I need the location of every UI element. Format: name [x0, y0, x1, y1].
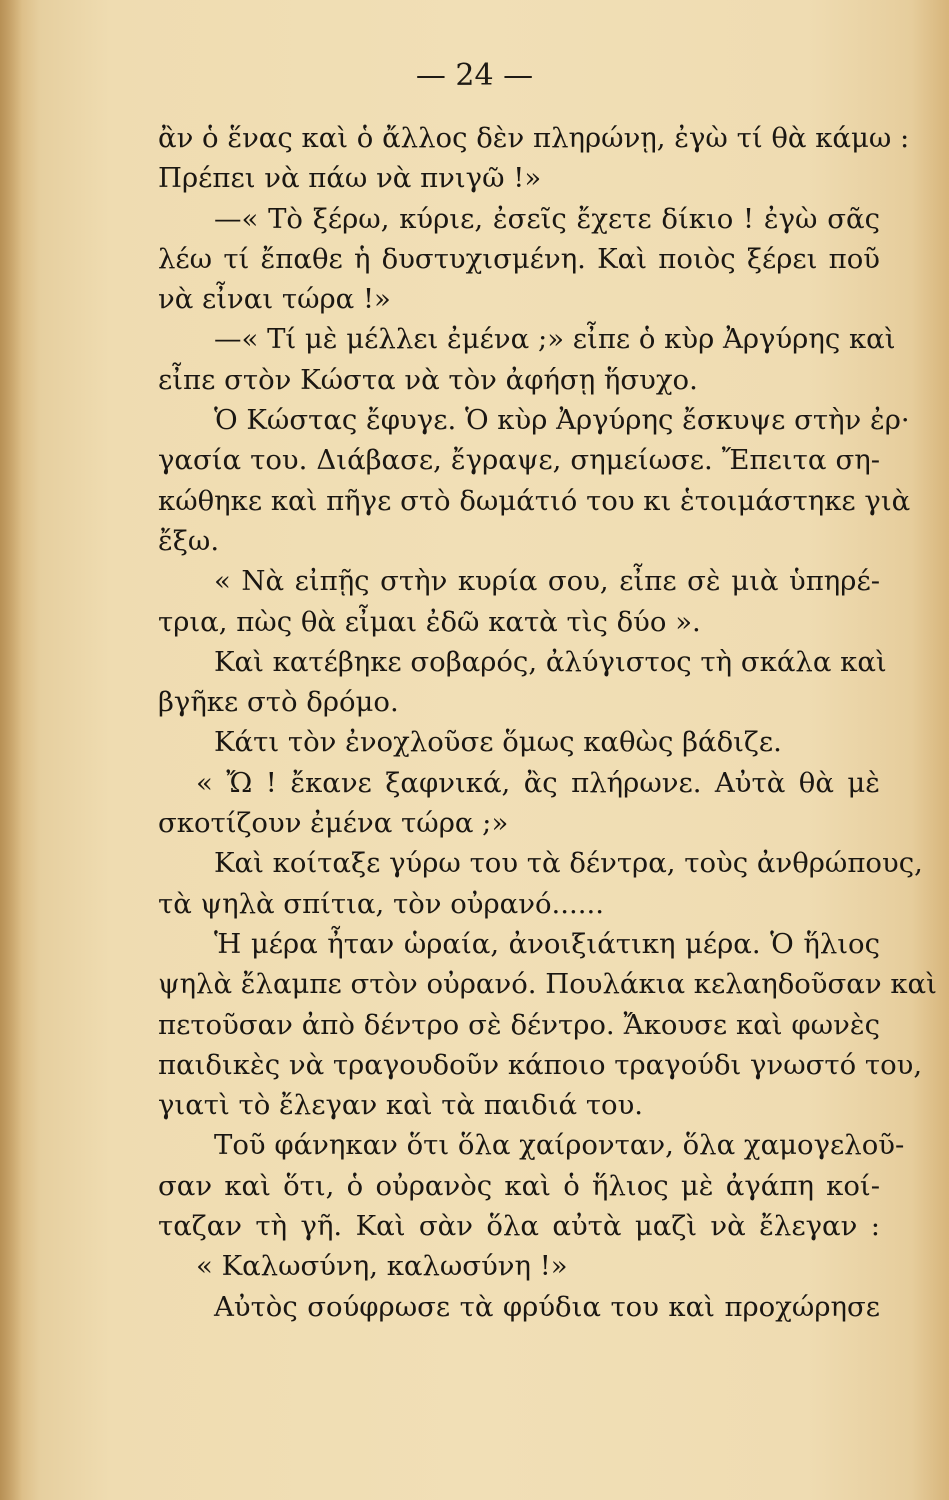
text-line: Ἡ μέρα ἦταν ὡραία, ἀνοιξιάτικη μέρα. Ὁ ἥλιος: [214, 927, 880, 960]
body-text: [158, 118, 937, 1327]
text-line: ψηλὰ ἔλαμπε στὸν οὐρανό. Πουλάκια κελαηδοῦσαν καὶ: [158, 968, 937, 1001]
text-line: « Νὰ εἰπῇς στὴν κυρία σου, εἶπε σὲ μιὰ ὑπηρέ-: [214, 565, 880, 598]
text-line: Τοῦ φάνηκαν ὅτι ὅλα χαίρονταν, ὅλα χαμογελοῦ-: [214, 1129, 905, 1162]
text-line: ἂν ὁ ἕνας καὶ ὁ ἄλλος δὲν πληρώνῃ, ἐγὼ τί θὰ κάμω :: [158, 122, 910, 154]
text-line: παιδικὲς νὰ τραγουδοῦν κάποιο τραγούδι γνωστό του,: [158, 1048, 923, 1081]
text-line: Καὶ κοίταξε γύρω του τὰ δέντρα, τοὺς ἀνθρώπους,: [214, 847, 923, 880]
text-line: Καὶ κατέβηκε σοβαρός, ἀλύγιστος τὴ σκάλα καὶ: [214, 645, 887, 678]
text-line: κώθηκε καὶ πῆγε στὸ δωμάτιό του κι ἑτοιμάστηκε γιὰ: [158, 484, 911, 517]
text-line: εἶπε στὸν Κώστα νὰ τὸν ἀφήσῃ ἥσυχο.: [158, 363, 698, 396]
text-line: « Ὤ ! ἔκανε ξαφνικά, ἂς πλήρωνε. Αὐτὰ θὰ μὲ: [196, 766, 880, 799]
text-line: —« Τὸ ξέρω, κύριε, ἐσεῖς ἔχετε δίκιο ! ἐγὼ σᾶς: [214, 202, 880, 235]
text-line: πετοῦσαν ἀπὸ δέντρο σὲ δέντρο. Ἄκουσε καὶ φωνὲς: [158, 1008, 880, 1041]
text-line: τρια, πὼς θὰ εἶμαι ἐδῶ κατὰ τὶς δύο ».: [158, 605, 701, 638]
text-line: γιατὶ τὸ ἔλεγαν καὶ τὰ παιδιά του.: [158, 1089, 644, 1122]
text-line: Αὐτὸς σούφρωσε τὰ φρύδια του καὶ προχώρησε: [214, 1290, 880, 1323]
text-line: —« Τί μὲ μέλλει ἐμένα ;» εἶπε ὁ κὺρ Ἀργύρης καὶ: [214, 323, 896, 356]
text-line: Κάτι τὸν ἐνοχλοῦσε ὅμως καθὼς βάδιζε.: [214, 726, 782, 759]
page-number: — 24 —: [415, 58, 534, 93]
text-line: λέω τί ἔπαθε ἡ δυστυχισμένη. Καὶ ποιὸς ξέρει ποῦ: [158, 242, 880, 275]
text-line: σαν καὶ ὅτι, ὁ οὐρανὸς καὶ ὁ ἥλιος μὲ ἀγάπη κοί-: [158, 1169, 880, 1202]
text-line: « Καλωσύνη, καλωσύνη !»: [196, 1250, 568, 1283]
text-line: Ὁ Κώστας ἔφυγε. Ὁ κὺρ Ἀργύρης ἔσκυψε στὴν ἐρ·: [214, 404, 910, 437]
page-gutter-shadow: [0, 0, 22, 1500]
text-line: Πρέπει νὰ πάω νὰ πνιγῶ !»: [158, 162, 542, 195]
text-line: σκοτίζουν ἐμένα τώρα ;»: [158, 807, 509, 840]
text-line: νὰ εἶναι τώρα !»: [158, 283, 391, 316]
text-line: ἔξω.: [158, 524, 220, 557]
text-line: ταζαν τὴ γῆ. Καὶ σὰν ὅλα αὐτὰ μαζὶ νὰ ἔλεγαν :: [158, 1210, 880, 1243]
text-line: τὰ ψηλὰ σπίτια, τὸν οὐρανό......: [158, 887, 604, 920]
text-line: βγῆκε στὸ δρόμο.: [158, 686, 399, 719]
text-line: γασία του. Διάβασε, ἔγραψε, σημείωσε. Ἔπειτα ση-: [158, 444, 880, 477]
